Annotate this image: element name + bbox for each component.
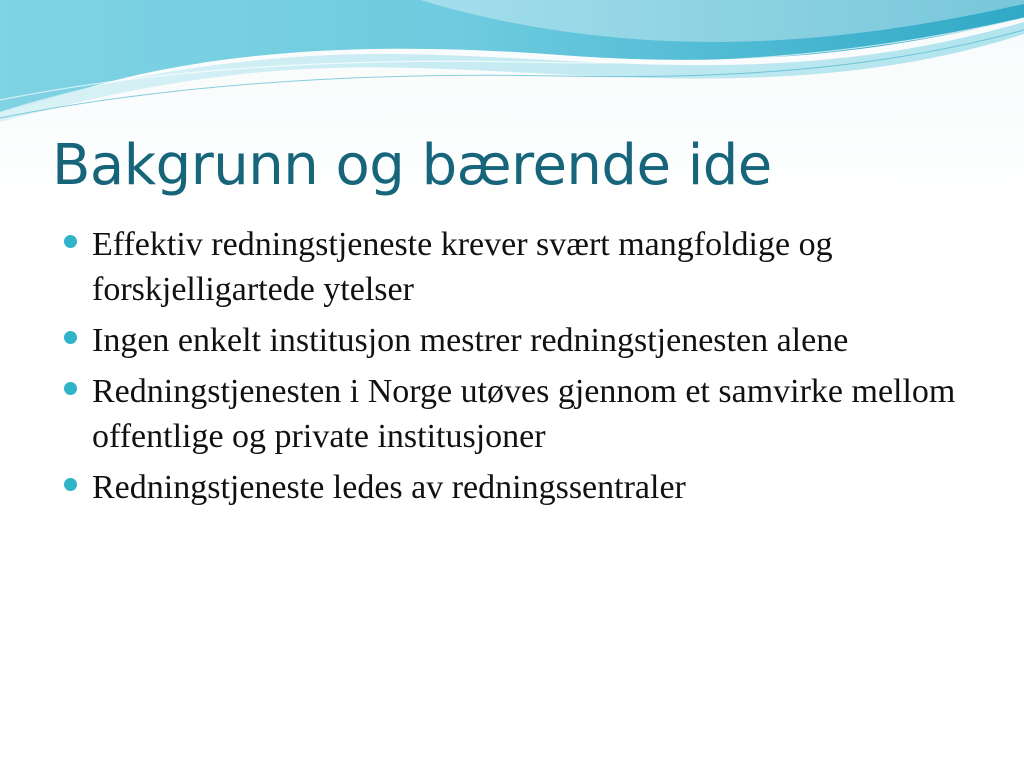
bullet-text: Ingen enkelt institusjon mestrer redningstjenesten alene	[92, 322, 849, 359]
bullet-marker-icon	[64, 478, 77, 491]
header-wave-decoration	[0, 0, 1024, 130]
slide-title: Bakgrunn og bærende ide	[52, 133, 772, 198]
bullet-item	[64, 465, 984, 510]
bullet-item	[64, 222, 984, 312]
bullet-text: Effektiv redningstjeneste krever svært mangfoldige og forskjelligartede ytelser	[92, 226, 833, 308]
bullet-text: Redningstjeneste ledes av redningssentraler	[92, 469, 686, 506]
bullet-text: Redningstjenesten i Norge utøves gjennom et samvirke mellom offentlige og private institusjoner	[92, 373, 956, 455]
bullet-item	[64, 369, 984, 459]
bullet-list	[64, 222, 984, 516]
bullet-marker-icon	[64, 235, 77, 248]
bullet-item	[64, 318, 984, 363]
bullet-marker-icon	[64, 331, 77, 344]
bullet-marker-icon	[64, 382, 77, 395]
